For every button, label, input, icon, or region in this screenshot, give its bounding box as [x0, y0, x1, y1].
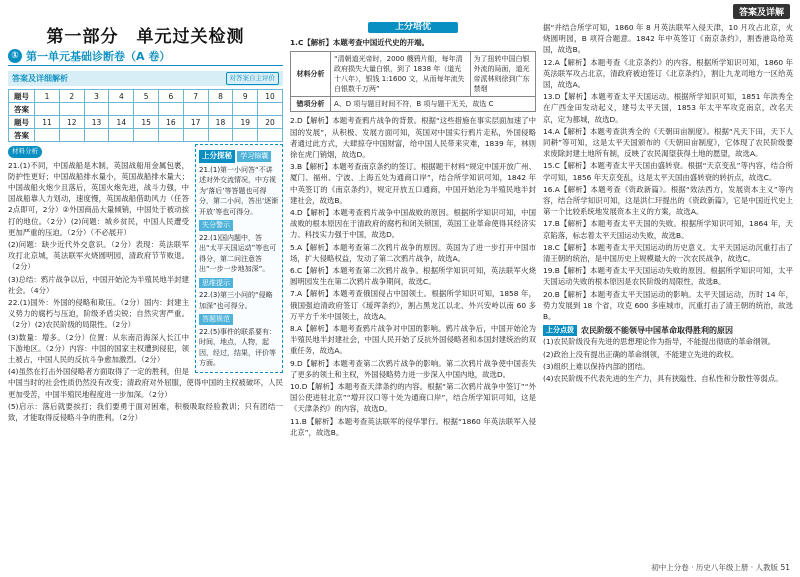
page-footer	[651, 562, 790, 573]
answer-paragraph: (4)虽然在打击外国侵略者方面取得了一定的胜利，但是中国当时的社会性质仍然没有改变；清政府对外屈服，使得中国的主权被破坏，人民更加受苦，中国半殖民地程度进一步加深。（2分）	[8, 367, 283, 399]
answer-cell	[183, 103, 208, 116]
analysis-table	[290, 51, 536, 112]
question-number-cell: 6	[159, 90, 184, 103]
tip-section-title: 农民阶级不能领导中国革命取得胜利的原因	[581, 326, 733, 336]
answer-item: 14.A【解析】本题考查洪秀全的《天朝田亩制度》。根据“凡天下田，天下人同耕”等可知，这是太平天国颁布的《天朝田亩制度》，它体现了农民阶级要求废除封建土地所有制，反映了农民渴望获得土地的愿望，故选A。	[543, 126, 793, 159]
footer-text: 初中上分卷 · 历史八年级上册 · 人教版	[651, 563, 779, 572]
answer-cell	[208, 103, 233, 116]
answer-cell	[59, 129, 84, 142]
answer-paragraph: (3)总结：鸦片战争以后，中国开始沦为半殖民地半封建社会。（4分）	[8, 274, 189, 295]
answer-band	[8, 71, 283, 86]
question-number-cell: 13	[84, 116, 109, 129]
answer-cell	[109, 129, 134, 142]
analysis-cell: A、D 项与题目时间不符，B 项与题干无关，故选 C	[331, 97, 536, 112]
answer-item: 12.A【解析】本题考查《北京条约》的内容。根据所学知识可知，1860 年英法联军攻占北京，清政府被迫签订《北京条约》，割让九龙司地方一区给英国，故选A。	[543, 57, 793, 90]
question-number-cell: 16	[159, 116, 184, 129]
row-label: 答案	[9, 103, 35, 116]
question-number-cell: 15	[134, 116, 159, 129]
answer-cell	[84, 103, 109, 116]
answer-paragraph: 21.(1)不同，中国战船是木制，英国战船用金属包裹，防护性更好；中国战船排水量小，英国战船排水量大；中国战船火炮少且落后，英国火炮先进，战斗力强，中国战船靠人力划动，速度慢，英国战船借助风力（任答2点即可，2分）②外国商品大量倾销，中国处于被动挨打的地位。（2分）(2)问题：城乡贫民，中国人民遭受更加严重的压迫。（2分）（不必展开）	[8, 160, 189, 237]
tip-item: (2)政治上没有提出正确的革命纲领，不能建立先进的政权。	[543, 349, 739, 359]
side-box-subtitle: 答题规范	[199, 314, 233, 325]
answer-paragraph: (3)数量：增多。（2分）位置：从东南沿海深入长江中下游地区。（2分）内容：中国的国家主权遭到侵犯，领土被占，中国人民的反抗斗争愈加激烈。（2分）	[8, 332, 189, 365]
answer-item: 2.D【解析】本题考查鸦片战争的背景。根据“这些措施在事实层面加速了中国的发展”，从积极、发展方面可知，英国对中国实行鸦片走私，外国侵略者通过此方式，大肆掠夺中国财富，给中国人民带来灾难，1839 年，林则徐在虎门销烟，故选D。	[290, 116, 536, 160]
table-row	[291, 52, 536, 97]
page-title: 第一部分 单元过关检测	[46, 27, 245, 47]
answer-item: 18.C【解析】本题考查太平天国运动的历史意义。太平天国运动沉重打击了清王朝的统治，是中国历史上规模最大的一次农民战争，故选C。	[543, 242, 793, 264]
answer-cell	[183, 129, 208, 142]
answer-item: 7.A【解析】本题考查俄国侵占中国领土。根据所学知识可知，1858 年，俄国强迫清政府签订《瑷珲条约》，割占黑龙江以北、外兴安岭以南 60 多万平方千米中国领土，故选A。	[290, 289, 536, 321]
answer-item: 4.D【解析】本题考查鸦片战争中国战败的原因。根据所学知识可知，中国战败的根本原因在于清政府的腐朽和闭关锁国，英国工业革命使得其经济实力、科技实力强于中国，故选D。	[290, 208, 536, 240]
question-number-cell: 18	[208, 116, 233, 129]
side-box-title: 上分探秘	[199, 150, 235, 163]
answer-cell	[258, 129, 283, 142]
answer-item: 10.D【解析】本题考查天津条约的内容。根据“第二次鸦片战争中签订”“外国公使进驻北京”“增开汉口等十处为通商口岸”，结合所学知识可知，这是《天津条约》的内容，故选D。	[290, 382, 536, 414]
answer-cell	[109, 103, 134, 116]
answer-band-title: 答案及详细解析	[12, 74, 68, 84]
tip-section-header	[543, 325, 793, 336]
tip-item: (4)农民阶级不代表先进的生产力，具有狭隘性、自私性和分散性等弱点。	[543, 374, 783, 384]
question-number-cell: 8	[208, 90, 233, 103]
middle-heading: 上分培优	[368, 22, 458, 33]
answer-paragraph: (5)启示：落后就要挨打；我们要勇于面对困难，积极吸取经验教训；只有团结一致，才能取得反侵略斗争的胜利。（2分）	[8, 401, 283, 423]
answer-cell	[233, 129, 258, 142]
question-number-cell: 14	[109, 116, 134, 129]
answer-item: 19.B【解析】本题考查太平天国运动失败的原因。根据所学知识可知，太平天国运动失败的根本原因是农民阶级的局限性，故选B。	[543, 266, 793, 287]
side-box-text: 22.(1)国内题中，答出“太平天国运动”等也可得分，第二问注意答出“一步一步地加深”。	[199, 233, 277, 274]
side-box-text: 22.(3)第三小问的“侵略加深”也可得分。	[199, 291, 273, 310]
row-label: 题号	[9, 116, 35, 129]
analysis-cell: “清朝道光帝时，2000 艘鸦片船，每年清政府损失大量白银，到了 1838 年（道光十八年），银钱 1:1600 文，从而每年流失白银数千万两”	[331, 52, 471, 97]
answer-item: 17.B【解析】本题考查太平天国的失败。根据所学知识可知，1864 年，天京陷落，标志着太平天国运动失败，故选B。	[543, 219, 793, 240]
answer-cell	[233, 103, 258, 116]
answer-cell	[59, 103, 84, 116]
row-label: 答案	[9, 129, 35, 142]
question-number-cell: 5	[134, 90, 159, 103]
side-box-subtitle: 学习锦囊	[237, 151, 271, 162]
question-number-cell: 4	[109, 90, 134, 103]
table-row	[291, 97, 536, 112]
answer-cell	[35, 129, 60, 142]
question-number-cell: 11	[35, 116, 60, 129]
table-row	[9, 103, 283, 116]
side-box-text: 22.(5)事件的联系要有：时间，地点，人物，起因，经过，结果，评价等方面。	[199, 327, 277, 368]
answer-cell	[84, 129, 109, 142]
side-box-subtitle: 失分警示	[199, 220, 233, 231]
side-box	[195, 144, 283, 373]
answer-item: 16.A【解析】本题考查《资政新篇》。根据“效法西方，发展资本主义”等内容，结合所学知识可知，这是洪仁玕提出的《资政新篇》，它是中国近代史上第一个比较系统地发展资本主义的方案，故选A。	[543, 184, 793, 217]
answer-cell	[208, 129, 233, 142]
answer-paragraph: 22.(1)国外：外国的侵略和欺压。（2分）国内：封建主义势力的腐朽与压迫，阶级矛盾尖锐；自然灾害严重。（2分）(2)农民阶级的局限性。（2分）	[8, 298, 189, 330]
question-number-cell: 3	[84, 90, 109, 103]
unit-title	[8, 49, 283, 66]
answer-item: 6.C【解析】本题考查第二次鸦片战争。根据所学知识可知，英法联军火烧圆明园发生在第二次鸦片战争期间，故选C。	[290, 266, 536, 287]
section-tag: 材料分析	[8, 146, 42, 157]
question-number-cell: 20	[258, 116, 283, 129]
answer-cell	[159, 129, 184, 142]
answer-item: 15.C【解析】本题考查太平天国由盛转衰。根据“天京变乱”等内容，结合所学可知，1856 年天京变乱，这是太平天国由盛转衰的转折点，故选C。	[543, 161, 793, 182]
answer-item: 据“并结合所学可知，1860 年 8 月英法联军入侵天津，10 月攻占北京，火烧圆明园，B 项符合题意。1842 年中英签订《南京条约》，割香港岛给英国，故选B。	[543, 23, 793, 55]
question-number-cell: 2	[59, 90, 84, 103]
side-box-text: 21.(1)第一小问答“不讲述对外交流情况，中方视为‘落后’等答题也可得分，第二小问，答出‘逐渐开放’等也可得分。	[199, 165, 279, 216]
side-box-subtitle: 思维提示	[199, 278, 233, 289]
answer-item: 13.D【解析】本题考查太平天国运动。根据所学知识可知，1851 年洪秀全在广西金田发动起义，建号太平天国，1853 年太平军攻克南京，改名天京，定为都城，故选D。	[543, 92, 793, 124]
question-number-cell: 7	[183, 90, 208, 103]
unit-number: ①	[8, 49, 22, 63]
page-number: 51	[780, 563, 790, 572]
tip-item: (3)组织上难以保持内部的团结。	[543, 361, 650, 371]
unit-title-text: 第一单元基础诊断卷（A 卷）	[26, 49, 171, 63]
answer-cell	[159, 103, 184, 116]
header-tag: 答案及详解	[733, 4, 790, 19]
answer-item: 9.D【解析】本题考查第二次鸦片战争的影响。第二次鸦片战争使中国丧失了更多的领土和主权，外国侵略势力进一步深入中国内地，故选D。	[290, 358, 536, 379]
middle-column	[290, 22, 536, 567]
answer-item: 1.C【解析】本题考查中国近代史的开端。	[290, 38, 430, 48]
question-number-cell: 17	[183, 116, 208, 129]
question-number-cell: 1	[35, 90, 60, 103]
answer-item: 20.B【解析】本题考查太平天国运动的影响。太平天国运动，历时 14 年，势力发展到 18 个省，攻克 600 多座城市，沉重打击了清王朝的统治，故选B。	[543, 289, 793, 322]
analysis-label: 错项分析	[291, 97, 331, 112]
answer-paragraph: (2)问题：缺少近代外交意识。（2分）表现：英法联军攻打北京城，英法联军火烧圆明园，清政府节节败退。（2分）	[8, 240, 189, 272]
tip-section-tag: 上分点拨	[543, 325, 577, 336]
left-column	[8, 22, 283, 567]
answer-cell	[258, 103, 283, 116]
table-row	[9, 129, 283, 142]
answer-item: 3.B【解析】本题考查南京条约的签订。根据题干材料“规定中国开放广州、厦门、福州、宁波、上海五处为通商口岸”，结合所学知识可知，1842 年中英签订的《南京条约》，规定开放五口通商，中国开始沦为半殖民地半封建社会，故选B。	[290, 162, 536, 205]
answer-table	[8, 89, 283, 142]
right-column	[543, 22, 793, 567]
question-number-cell: 9	[233, 90, 258, 103]
question-number-cell: 12	[59, 116, 84, 129]
answer-item: 11.B【解析】本题考查英法联军的侵华罪行。根据“1860 年英法联军入侵北京”，故选B。	[290, 416, 536, 437]
answer-cell	[35, 103, 60, 116]
answer-band-hint: 对答案自主评价	[226, 72, 280, 85]
analysis-label: 材料分析	[291, 52, 331, 97]
tip-item: (1)农民阶级没有先进的思想理论作为指导，不能提出彻底的革命纲领。	[543, 337, 776, 347]
answer-cell	[134, 129, 159, 142]
analysis-cell: 为了扭转中国白银外流的局面，道光帝派林则徐到广东禁烟	[470, 52, 535, 97]
row-label: 题号	[9, 90, 35, 103]
answer-item: 5.A【解析】本题考查第二次鸦片战争的原因。英国为了进一步打开中国市场，扩大侵略权益，发动了第二次鸦片战争，故选A。	[290, 242, 536, 263]
answer-item: 8.A【解析】本题考查鸦片战争对中国的影响。鸦片战争后，中国开始沦为半殖民地半封建社会，中国人民开始了反抗外国侵略者和本国封建统治的双重任务，故选A。	[290, 324, 536, 356]
question-number-cell: 10	[258, 90, 283, 103]
table-row	[9, 116, 283, 129]
question-number-cell: 19	[233, 116, 258, 129]
table-row	[9, 90, 283, 103]
answer-cell	[134, 103, 159, 116]
